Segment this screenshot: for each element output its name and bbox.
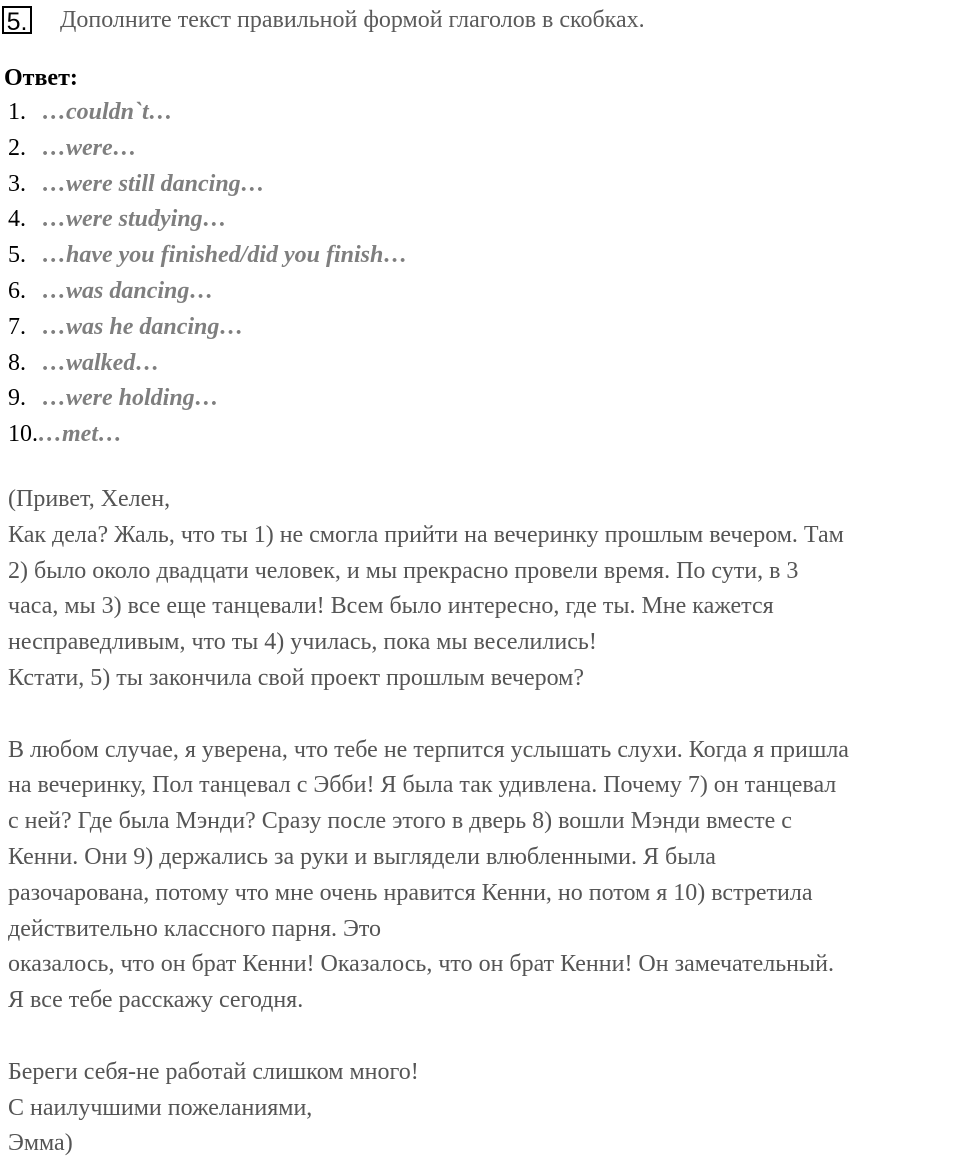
letter-line: Кенни. Они 9) держались за руки и выглядели влюбленными. Я была <box>8 843 716 870</box>
answer-text: …were… <box>42 134 137 161</box>
answer-item <box>8 274 407 310</box>
answer-item <box>8 381 407 417</box>
letter-line: Как дела? Жаль, что ты 1) не смогла прийти на вечеринку прошлым вечером. Там <box>8 521 844 548</box>
letter-line: (Привет, Хелен, <box>8 486 171 512</box>
answer-text: …couldn`t… <box>42 99 173 125</box>
answer-text: …have you finished/did you finish… <box>42 242 408 269</box>
paragraph-gap <box>8 697 960 733</box>
paragraph-gap <box>8 1019 960 1055</box>
letter-line: разочарована, потому что мне очень нравится Кенни, но потом я 10) встретила <box>8 879 813 906</box>
answer-text: …were studying… <box>42 206 227 233</box>
answer-number: 4. <box>8 206 26 233</box>
task-header <box>2 4 645 36</box>
letter-line: В любом случае, я уверена, что тебе не терпится услышать слухи. Когда я пришла <box>8 736 849 763</box>
answer-list <box>8 95 407 453</box>
answer-item <box>8 167 407 203</box>
letter-line: действительно классного парня. Это <box>8 915 382 942</box>
answer-number: 6. <box>8 277 26 304</box>
letter-line: Кстати, 5) ты закончила свой проект прошлым вечером? <box>8 664 585 691</box>
letter-line: Я все тебе расскажу сегодня. <box>8 987 304 1014</box>
letter-line: Береги себя-не работай слишком много! <box>8 1058 419 1085</box>
answer-text: …met… <box>38 421 122 448</box>
answer-item <box>8 131 407 167</box>
answer-item <box>8 346 407 382</box>
answer-number: 8. <box>8 349 26 376</box>
letter-line: на вечеринку, Пол танцевал с Эбби! Я была так удивлена. Почему 7) он танцевал <box>8 772 837 799</box>
letter-line: несправедливым, что ты 4) училась, пока мы веселились! <box>8 629 597 656</box>
answer-item <box>8 238 407 274</box>
answer-number: 7. <box>8 313 26 340</box>
letter-line: Эмма) <box>8 1130 73 1157</box>
task-number-box: 5. <box>2 6 32 34</box>
answer-label: Ответ: <box>4 65 78 91</box>
answer-number: 5. <box>8 242 26 269</box>
answer-item <box>8 417 407 453</box>
answer-text: …walked… <box>42 349 160 376</box>
answer-number: 1. <box>8 99 26 125</box>
answer-item <box>8 202 407 238</box>
answer-text: …were holding… <box>42 385 219 412</box>
answer-number: 3. <box>8 170 26 197</box>
answer-text: …were still dancing… <box>42 170 265 197</box>
letter-line: 2) было около двадцати человек, и мы прекрасно провели время. По сути, в 3 <box>8 557 799 584</box>
answer-number: 9. <box>8 385 26 412</box>
answer-number: 2. <box>8 134 26 161</box>
task-instruction: Дополните текст правильной формой глаголов в скобках. <box>60 6 645 33</box>
letter-line: оказалось, что он брат Кенни! Оказалось, что он брат Кенни! Он замечательный. <box>8 951 834 978</box>
answer-number: 10. <box>8 421 38 448</box>
answer-item <box>8 310 407 346</box>
letter-line: С наилучшими пожеланиями, <box>8 1094 313 1121</box>
answer-text: …was he dancing… <box>42 313 244 340</box>
answer-text: …was dancing… <box>42 277 214 304</box>
letter-line: с ней? Где была Мэнди? Сразу после этого в дверь 8) вошли Мэнди вместе с <box>8 808 792 835</box>
letter-translation <box>8 482 960 1162</box>
answer-item <box>8 95 407 131</box>
letter-line: часа, мы 3) все еще танцевали! Всем было интересно, где ты. Мне кажется <box>8 593 774 620</box>
